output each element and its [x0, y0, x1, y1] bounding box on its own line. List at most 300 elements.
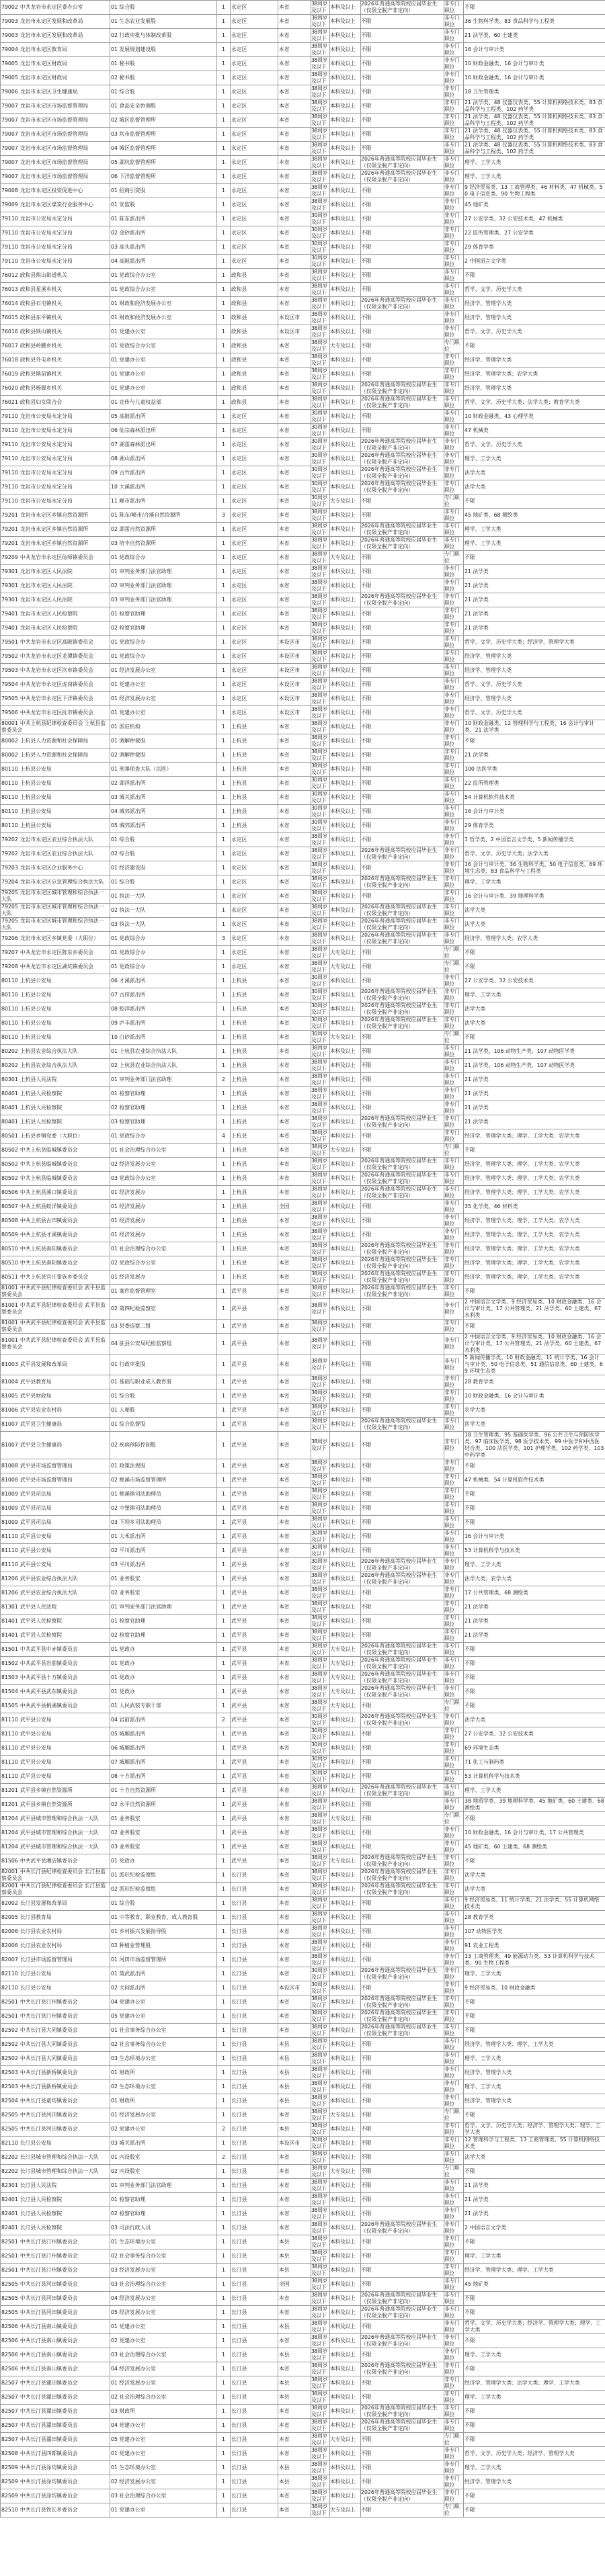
headcount-cell: 1 — [217, 1869, 231, 1883]
other-conditions-cell: 2026年普通高等院校应届毕业生（仅限全脱产非定向） — [361, 1558, 444, 1572]
employer-name: 中共上杭县临城镇委员会 — [19, 1147, 78, 1153]
position-type-cell: 非专门职位 — [444, 1530, 464, 1544]
position-cell: 04 岩前派出所 — [110, 1713, 217, 1727]
region-cell: 永定区 — [231, 875, 278, 890]
employer-code: 80510 — [1, 1260, 18, 1266]
employer-code: 79004 — [1, 46, 18, 52]
education-cell: 本科及以上 — [330, 1228, 361, 1242]
education-cell: 本科及以上 — [330, 2235, 361, 2249]
table-row — [1, 720, 605, 734]
education-cell: 本科及以上 — [330, 396, 361, 410]
major-requirement-cell: 法学大类 — [464, 466, 605, 480]
education-cell: 本科及以上 — [330, 2447, 361, 2461]
employer-name: 龙岩市公安局永定分局 — [19, 441, 73, 447]
position-cell: 01 综合股 — [110, 1389, 217, 1404]
employer-cell — [1, 932, 110, 946]
other-conditions-cell: 不限 — [361, 2038, 444, 2052]
table-row — [1, 706, 605, 720]
employer-code: 79401 — [1, 611, 18, 617]
region-cell: 上杭县 — [231, 819, 278, 833]
position-type-cell: 专门职位 — [444, 1812, 464, 1826]
other-conditions-cell: 2026年普通高等院校应届毕业生（仅限全脱产非定向） — [361, 847, 444, 861]
region-cell: 武平县 — [231, 1798, 278, 1812]
position-cell: 02 内设股室 — [110, 2165, 217, 2179]
education-cell: 本科及以上 — [330, 523, 361, 537]
employer-code: 79110 — [1, 498, 18, 504]
position-type-cell: 非专门职位 — [444, 1256, 464, 1271]
household-origin-cell: 本省 — [278, 847, 311, 861]
headcount-cell: 1 — [217, 1516, 231, 1530]
position-cell: 01 党政综合办公室 — [110, 269, 217, 283]
position-cell: 03 经济发展办公室 — [110, 2264, 217, 2278]
education-cell: 本科及以上 — [330, 255, 361, 269]
major-requirement-cell: 不限 — [464, 1502, 605, 1516]
headcount-cell: 1 — [217, 988, 231, 1002]
headcount-cell: 1 — [217, 2292, 231, 2306]
position-type-cell: 专门职位 — [444, 2108, 464, 2122]
position-cell: 02 大同派出所 — [110, 1981, 217, 1995]
age-limit-cell: 38周岁及以下 — [311, 1087, 330, 1101]
headcount-cell: 1 — [217, 1995, 231, 2010]
employer-code: 81110 — [1, 1717, 18, 1723]
other-conditions-cell: 不限 — [361, 509, 444, 523]
major-requirement-cell: 经济学、管理学大类；理学、工学大类；农学大类 — [464, 1214, 605, 1228]
other-conditions-cell: 不限 — [361, 763, 444, 777]
education-cell: 本科及以上 — [330, 664, 361, 678]
position-type-cell: 非专门职位 — [444, 1, 464, 15]
region-cell: 长汀县 — [231, 2080, 278, 2094]
position-type-cell: 非专门职位 — [444, 1911, 464, 1925]
employer-code: 81007 — [1, 1442, 18, 1448]
other-conditions-cell: 不限 — [361, 2094, 444, 2108]
other-conditions-cell: 2026年普通高等院校应届毕业生（仅限全脱产非定向） — [361, 1685, 444, 1699]
employer-name: 上杭县公安局 — [19, 1006, 52, 1012]
table-row — [1, 2348, 605, 2362]
position-type-cell: 非专门职位 — [444, 1925, 464, 1939]
region-cell: 永定区 — [231, 71, 278, 85]
headcount-cell: 1 — [217, 1953, 231, 1967]
major-requirement-cell: 10 财政金融类、16 会计与审计类 — [464, 57, 605, 71]
region-cell: 长汀县 — [231, 2235, 278, 2249]
table-row — [1, 1214, 605, 1228]
position-type-cell: 非专门职位 — [444, 1389, 464, 1404]
other-conditions-cell: 不限 — [361, 1981, 444, 1995]
position-cell: 01 社会事务综合办公室 — [110, 2024, 217, 2038]
table-row — [1, 1953, 605, 1967]
headcount-cell: 1 — [217, 1334, 231, 1355]
position-type-cell: 非专门职位 — [444, 1242, 464, 1256]
position-cell: 01 党政办 — [110, 1643, 217, 1657]
employer-cell — [1, 1228, 110, 1242]
household-origin-cell: 本省 — [278, 297, 311, 311]
table-row — [1, 1798, 605, 1812]
position-cell: 01 财政和经济发展办公室 — [110, 297, 217, 311]
employer-cell — [1, 396, 110, 410]
region-cell: 长汀县 — [231, 2165, 278, 2179]
headcount-cell: 1 — [217, 579, 231, 593]
employer-name: 中共长汀县童坊镇委员会 — [19, 2098, 78, 2104]
employer-name: 上杭县人民检察院 — [19, 1105, 63, 1111]
household-origin-cell: 本省 — [278, 2405, 311, 2419]
employer-cell — [1, 1981, 110, 1995]
household-origin-cell: 本县 — [278, 2348, 311, 2362]
position-type-cell: 非专门职位 — [444, 1883, 464, 1897]
other-conditions-cell: 2026年普通高等院校应届毕业生（仅限全脱产非定向） — [361, 1242, 444, 1256]
position-cell: 01 业务股室 — [110, 1812, 217, 1826]
employer-name: 中共长汀县河田镇委员会 — [19, 2309, 78, 2315]
headcount-cell: 1 — [217, 1911, 231, 1925]
age-limit-cell: 38周岁及以下 — [311, 509, 330, 523]
household-origin-cell: 本省 — [278, 1271, 311, 1285]
household-origin-cell: 本省 — [278, 114, 311, 128]
major-requirement-cell: 不限 — [464, 1854, 605, 1869]
headcount-cell: 1 — [217, 2348, 231, 2362]
age-limit-cell: 38周岁及以下 — [311, 1073, 330, 1087]
headcount-cell: 1 — [217, 1158, 231, 1172]
education-cell: 大专及以上 — [330, 2165, 361, 2179]
position-cell: 02 综合股 — [110, 847, 217, 861]
other-conditions-cell: 不限 — [361, 128, 444, 142]
employer-cell — [1, 1285, 110, 1299]
region-cell: 武平县 — [231, 1713, 278, 1727]
household-origin-cell: 本县 — [278, 2249, 311, 2264]
table-row — [1, 988, 605, 1002]
age-limit-cell: 38周岁及以下 — [311, 748, 330, 763]
major-requirement-cell: 经济学、管理学大类；理学、工学大类 — [464, 2038, 605, 2052]
other-conditions-cell: 不限 — [361, 2165, 444, 2179]
major-requirement-cell: 21 法学类 — [464, 2179, 605, 2193]
region-cell: 武平县 — [231, 1432, 278, 1459]
major-requirement-cell: 28 教育学类 — [464, 1911, 605, 1925]
major-requirement-cell: 哲学、文学、历史学大类；法学大类 — [464, 847, 605, 861]
age-limit-cell: 38周岁及以下 — [311, 523, 330, 537]
headcount-cell: 1 — [217, 114, 231, 128]
other-conditions-cell: 2026年普通高等院校应届毕业生（仅限全脱产非定向） — [361, 1158, 444, 1172]
major-requirement-cell: 不限 — [464, 1657, 605, 1671]
region-cell: 长汀县 — [231, 1883, 278, 1897]
employer-name: 中共武平县纪律检查委员会 武平县监察委员会 — [1, 1320, 106, 1332]
other-conditions-cell: 不限 — [361, 565, 444, 579]
employer-name: 上杭县农业综合执法大队 — [19, 1062, 78, 1068]
region-cell: 永定区 — [231, 15, 278, 29]
position-cell: 09 庐丰派出所 — [110, 1017, 217, 1031]
education-cell: 本科及以上 — [330, 424, 361, 438]
employer-code: 81506 — [1, 1858, 18, 1864]
age-limit-cell: 38周岁及以下 — [311, 763, 330, 777]
employer-name: 龙岩市永定区城市管理和综合执法一大队 — [1, 904, 104, 916]
position-type-cell: 非专门职位 — [444, 2122, 464, 2137]
employer-code: 80501 — [1, 1133, 18, 1139]
education-cell: 本科及以上 — [330, 438, 361, 452]
household-origin-cell: 本省 — [278, 1299, 311, 1320]
table-row — [1, 1256, 605, 1271]
position-type-cell: 非专门职位 — [444, 2475, 464, 2489]
region-cell: 武平县 — [231, 1727, 278, 1742]
headcount-cell: 1 — [217, 1657, 231, 1671]
other-conditions-cell: 不限 — [361, 1200, 444, 1214]
position-cell: 01 财政和经济发展办公室 — [110, 311, 217, 325]
employer-name: 龙岩市永定区财政局 — [19, 60, 67, 67]
household-origin-cell: 本省 — [278, 875, 311, 890]
position-cell: 01 内设股室 — [110, 2151, 217, 2165]
employer-cell — [1, 241, 110, 255]
other-conditions-cell: 2026年普通高等院校应届毕业生（仅限全脱产非定向） — [361, 1256, 444, 1271]
position-cell: 01 经济发展办 — [110, 1271, 217, 1285]
household-origin-cell: 本省 — [278, 1685, 311, 1699]
position-type-cell: 专门职位 — [444, 1144, 464, 1158]
table-row — [1, 2038, 605, 2052]
household-origin-cell: 本省 — [278, 720, 311, 734]
employer-name: 政和县铁山镇机关 — [19, 329, 63, 335]
region-cell: 武平县 — [231, 1299, 278, 1320]
education-cell: 本科及以上 — [330, 2278, 361, 2292]
employer-code: 82505 — [1, 2126, 18, 2132]
age-limit-cell: 38周岁及以下 — [311, 2292, 330, 2306]
age-limit-cell: 38周岁及以下 — [311, 2334, 330, 2348]
headcount-cell: 1 — [217, 1544, 231, 1558]
household-origin-cell: 本省 — [278, 607, 311, 621]
employer-code: 81110 — [1, 1759, 18, 1765]
employer-name: 武平县教育局 — [19, 1379, 52, 1385]
region-cell: 上杭县 — [231, 1200, 278, 1214]
education-cell: 本科及以上 — [330, 1186, 361, 1200]
education-cell: 大专及以上 — [330, 495, 361, 509]
position-type-cell: 非专门职位 — [444, 2179, 464, 2193]
other-conditions-cell: 不限 — [361, 777, 444, 791]
major-requirement-cell: 9 经济贸易类、11 统计学类、21 法学类、55 计算机网络技术类 — [464, 1897, 605, 1911]
age-limit-cell: 38周岁及以下 — [311, 1911, 330, 1925]
other-conditions-cell: 不限 — [361, 2376, 444, 2391]
table-row — [1, 2419, 605, 2433]
table-row — [1, 1320, 605, 1334]
position-cell: 02 秘书股 — [110, 71, 217, 85]
position-type-cell: 非专门职位 — [444, 2094, 464, 2108]
employer-cell — [1, 1770, 110, 1784]
other-conditions-cell: 不限 — [361, 2151, 444, 2165]
household-origin-cell: 本省 — [278, 156, 311, 170]
age-limit-cell: 38周岁及以下 — [311, 1228, 330, 1242]
employer-code: 79006 — [1, 89, 18, 95]
region-cell: 永定区 — [231, 241, 278, 255]
headcount-cell: 1 — [217, 1256, 231, 1271]
position-type-cell: 专门职位 — [444, 960, 464, 974]
headcount-cell: 1 — [217, 1320, 231, 1334]
education-cell: 本科及以上 — [330, 1967, 361, 1981]
major-requirement-cell: 理学、工学大类 — [464, 2348, 605, 2362]
age-limit-cell: 38周岁及以下 — [311, 1355, 330, 1375]
position-type-cell: 非专门职位 — [444, 2193, 464, 2207]
household-origin-cell: 本省 — [278, 1657, 311, 1671]
employer-name: 龙岩市永定区教育局 — [19, 46, 67, 52]
education-cell: 本科及以上 — [330, 2038, 361, 2052]
position-type-cell: 非专门职位 — [444, 241, 464, 255]
position-cell: 01 审判业务部门法官助理 — [110, 2179, 217, 2193]
other-conditions-cell: 不限 — [361, 1101, 444, 1115]
region-cell: 永定区 — [231, 410, 278, 424]
employer-code: 82510 — [1, 2507, 18, 2513]
table-row — [1, 1544, 605, 1558]
household-origin-cell: 本省 — [278, 1002, 311, 1017]
employer-name: 龙岩市永定区人民检察院 — [19, 611, 78, 617]
position-type-cell: 非专门职位 — [444, 777, 464, 791]
major-requirement-cell: 法学大类 — [464, 1002, 605, 1017]
headcount-cell: 1 — [217, 1228, 231, 1242]
household-origin-cell: 本县 — [278, 2122, 311, 2137]
employer-code: 82002 — [1, 1900, 18, 1906]
household-origin-cell: 本省 — [278, 255, 311, 269]
region-cell: 永定区 — [231, 480, 278, 495]
major-requirement-cell: 经济学、管理学大类；理学、工学大类；农学大类 — [464, 1242, 605, 1256]
employer-name: 中共长汀县濯田镇委员会 — [19, 2380, 78, 2386]
other-conditions-cell: 2026年普通高等院校应届毕业生（仅限全脱产非定向） — [361, 918, 444, 932]
other-conditions-cell: 不限 — [361, 607, 444, 621]
age-limit-cell: 30周岁及以下 — [311, 1727, 330, 1742]
region-cell: 长汀县 — [231, 2207, 278, 2221]
position-cell: 01 陈东/峰市/合溪自然资源所 — [110, 509, 217, 523]
other-conditions-cell: 不限 — [361, 368, 444, 382]
employer-name: 龙岩市永定区财政局 — [19, 75, 67, 81]
employer-name: 长汀县人民检察院 — [19, 2196, 63, 2202]
employer-name: 龙岩市永定区人民法院 — [19, 583, 73, 589]
region-cell: 永定区 — [231, 452, 278, 466]
region-cell: 永定区 — [231, 650, 278, 664]
employer-cell — [1, 1671, 110, 1685]
age-limit-cell: 38周岁及以下 — [311, 269, 330, 283]
position-cell: 01 社会治理综合办公室 — [110, 1144, 217, 1158]
headcount-cell: 1 — [217, 2306, 231, 2320]
age-limit-cell: 38周岁及以下 — [311, 1600, 330, 1615]
major-requirement-cell: 不限 — [464, 2010, 605, 2024]
employer-name: 中共长汀县汀州镇委员会 — [19, 2253, 78, 2259]
education-cell: 本科及以上 — [330, 678, 361, 692]
region-cell: 武平县 — [231, 1756, 278, 1770]
employer-name: 龙岩市永定区投资促进中心 — [19, 187, 83, 194]
age-limit-cell: 38周岁及以下 — [311, 2165, 330, 2179]
household-origin-cell: 本省 — [278, 2221, 311, 2235]
major-requirement-cell: 10 财政金融类、43 心理学类 — [464, 410, 605, 424]
region-cell: 武平县 — [231, 1502, 278, 1516]
region-cell: 政和县 — [231, 311, 278, 325]
employer-name: 中共长汀县汀州镇委员会 — [19, 2013, 78, 2019]
household-origin-cell: 本省 — [278, 128, 311, 142]
employer-cell — [1, 1883, 110, 1897]
employer-cell — [1, 2066, 110, 2080]
table-row — [1, 170, 605, 184]
headcount-cell: 1 — [217, 1883, 231, 1897]
employer-name: 中共长汀县大同镇委员会 — [19, 2027, 78, 2033]
employer-code: 80110 — [1, 992, 18, 998]
table-row — [1, 1586, 605, 1600]
region-cell: 武平县 — [231, 1285, 278, 1299]
region-cell: 上杭县 — [231, 777, 278, 791]
employer-name: 武平县公安局 — [19, 1547, 52, 1553]
age-limit-cell: 38周岁及以下 — [311, 1488, 330, 1502]
education-cell: 本科及以上 — [330, 1488, 361, 1502]
education-cell: 本科及以上 — [330, 2052, 361, 2066]
headcount-cell: 1 — [217, 170, 231, 184]
employer-name: 武平县司法局 — [19, 1519, 52, 1525]
position-type-cell: 非专门职位 — [444, 1404, 464, 1418]
employer-cell — [1, 1200, 110, 1214]
education-cell: 本科及以上 — [330, 353, 361, 368]
position-cell: 04 经济发展办公室 — [110, 2292, 217, 2306]
employer-code: 81009 — [1, 1505, 18, 1511]
education-cell: 本科及以上 — [330, 2405, 361, 2419]
household-origin-cell: 本省 — [278, 1840, 311, 1854]
employer-cell — [1, 495, 110, 509]
table-row — [1, 2461, 605, 2475]
headcount-cell: 1 — [217, 1045, 231, 1059]
headcount-cell: 1 — [217, 71, 231, 85]
headcount-cell: 1 — [217, 1897, 231, 1911]
table-row — [1, 1784, 605, 1798]
employer-code: 82301 — [1, 2182, 18, 2188]
table-row — [1, 1031, 605, 1045]
employer-cell — [1, 748, 110, 763]
other-conditions-cell: 2026年普通高等院校应届毕业生（仅限全脱产非定向） — [361, 537, 444, 551]
household-origin-cell: 本县 — [278, 2391, 311, 2405]
headcount-cell: 1 — [217, 918, 231, 932]
region-cell: 永定区 — [231, 128, 278, 142]
household-origin-cell: 本县 — [278, 2038, 311, 2052]
headcount-cell: 3 — [217, 509, 231, 523]
position-cell: 01 党政办 — [110, 1657, 217, 1671]
employer-code: 79504 — [1, 681, 18, 687]
table-row — [1, 1101, 605, 1115]
education-cell: 本科及以上 — [330, 241, 361, 255]
table-row — [1, 1713, 605, 1727]
table-row — [1, 212, 605, 226]
headcount-cell: 1 — [217, 1299, 231, 1320]
headcount-cell: 1 — [217, 1473, 231, 1488]
age-limit-cell: 38周岁及以下 — [311, 1473, 330, 1488]
age-limit-cell: 38周岁及以下 — [311, 1883, 330, 1897]
age-limit-cell: 38周岁及以下 — [311, 43, 330, 57]
major-requirement-cell: 哲学、文学、历史学大类 — [464, 438, 605, 452]
region-cell: 长汀县 — [231, 2503, 278, 2518]
employer-name: 龙岩市永定区市场监督管理局 — [19, 131, 89, 137]
age-limit-cell: 38周岁及以下 — [311, 2461, 330, 2475]
employer-name: 武平县市场监督管理局 — [19, 1463, 73, 1469]
region-cell: 上杭县 — [231, 1002, 278, 1017]
other-conditions-cell: 2026年普通高等院校应届毕业生（仅限全脱产非定向） — [361, 904, 444, 918]
age-limit-cell: 38周岁及以下 — [311, 1129, 330, 1144]
other-conditions-cell: 2026年普通高等院校应届毕业生（仅限全脱产非定向） — [361, 297, 444, 311]
employer-code: 80001 — [1, 720, 18, 726]
table-row — [1, 833, 605, 847]
employer-code: 80502 — [1, 1175, 18, 1181]
education-cell: 本科及以上 — [330, 184, 361, 198]
region-cell: 长汀县 — [231, 2179, 278, 2193]
headcount-cell: 1 — [217, 2405, 231, 2419]
region-cell: 政和县 — [231, 353, 278, 368]
household-origin-cell: 本省 — [278, 932, 311, 946]
position-cell: 02 党政综合办公室 — [110, 1256, 217, 1271]
region-cell: 武平县 — [231, 1355, 278, 1375]
employer-name: 龙岩市永定区乡镇党委（大职位） — [19, 935, 99, 941]
household-origin-cell: 本省 — [278, 382, 311, 396]
region-cell: 上杭县 — [231, 1172, 278, 1186]
employer-name: 武平县农业综合执法大队 — [19, 1590, 78, 1596]
employer-cell — [1, 85, 110, 99]
region-cell: 政和县 — [231, 297, 278, 311]
education-cell: 本科及以上 — [330, 2207, 361, 2221]
region-cell: 永定区 — [231, 833, 278, 847]
region-cell: 武平县 — [231, 1699, 278, 1713]
employer-cell — [1, 1784, 110, 1798]
employer-name: 龙岩市永定区乡镇自然资源所 — [19, 512, 89, 518]
position-type-cell: 非专门职位 — [444, 763, 464, 777]
